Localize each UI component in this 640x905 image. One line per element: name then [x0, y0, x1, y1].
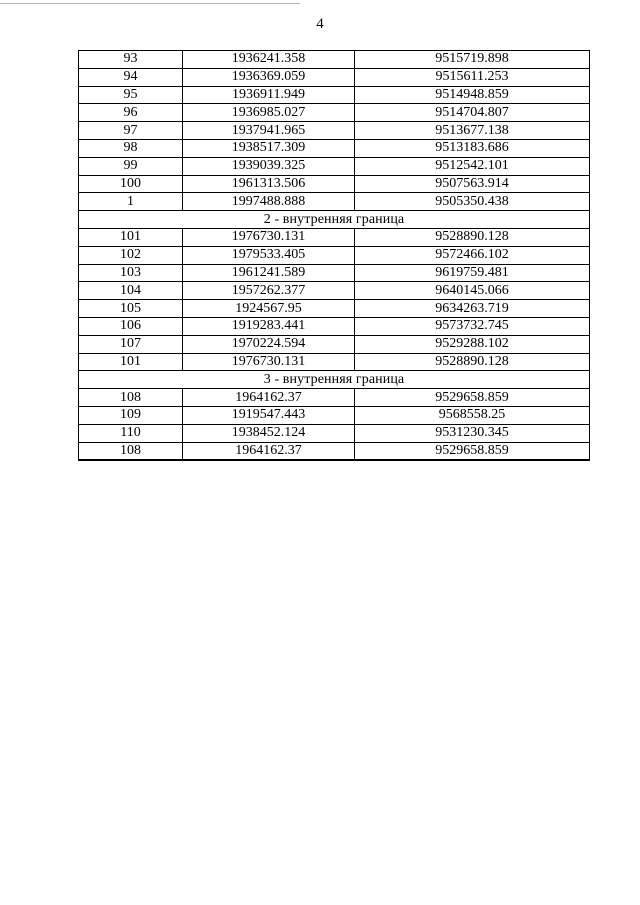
x-coordinate-cell: 1938517.309 [183, 139, 355, 157]
y-coordinate-cell: 9515611.253 [355, 68, 590, 86]
x-coordinate-cell: 1976730.131 [183, 353, 355, 371]
table-row [79, 122, 590, 140]
coordinates-table-body [79, 51, 590, 461]
x-coordinate-cell: 1938452.124 [183, 424, 355, 442]
point-number-cell: 96 [79, 104, 183, 122]
point-number-cell: 101 [79, 353, 183, 371]
point-number-cell: 102 [79, 246, 183, 264]
table-row [79, 51, 590, 69]
y-coordinate-cell: 9568558.25 [355, 406, 590, 424]
point-number-cell: 107 [79, 335, 183, 353]
point-number-cell: 108 [79, 389, 183, 407]
section-label: 3 - внутренняя граница [79, 371, 590, 389]
top-rule [0, 3, 300, 4]
table-row [79, 68, 590, 86]
coordinates-table [78, 50, 590, 461]
x-coordinate-cell: 1979533.405 [183, 246, 355, 264]
section-row [79, 211, 590, 229]
y-coordinate-cell: 9514704.807 [355, 104, 590, 122]
table-row [79, 175, 590, 193]
table-row [79, 353, 590, 371]
x-coordinate-cell: 1936241.358 [183, 51, 355, 69]
point-number-cell: 101 [79, 228, 183, 246]
point-number-cell: 110 [79, 424, 183, 442]
point-number-cell: 104 [79, 282, 183, 300]
x-coordinate-cell: 1936911.949 [183, 86, 355, 104]
table-row [79, 193, 590, 211]
section-row [79, 371, 590, 389]
point-number-cell: 94 [79, 68, 183, 86]
point-number-cell: 99 [79, 157, 183, 175]
x-coordinate-cell: 1964162.37 [183, 389, 355, 407]
x-coordinate-cell: 1961313.506 [183, 175, 355, 193]
y-coordinate-cell: 9507563.914 [355, 175, 590, 193]
section-label: 2 - внутренняя граница [79, 211, 590, 229]
point-number-cell: 1 [79, 193, 183, 211]
point-number-cell: 108 [79, 442, 183, 460]
table-row [79, 86, 590, 104]
x-coordinate-cell: 1937941.965 [183, 122, 355, 140]
point-number-cell: 97 [79, 122, 183, 140]
table-row [79, 389, 590, 407]
y-coordinate-cell: 9529658.859 [355, 389, 590, 407]
x-coordinate-cell: 1997488.888 [183, 193, 355, 211]
table-row [79, 424, 590, 442]
table-row [79, 317, 590, 335]
x-coordinate-cell: 1924567.95 [183, 300, 355, 318]
x-coordinate-cell: 1919547.443 [183, 406, 355, 424]
page-number: 4 [316, 16, 324, 32]
table-row [79, 264, 590, 282]
x-coordinate-cell: 1970224.594 [183, 335, 355, 353]
y-coordinate-cell: 9528890.128 [355, 228, 590, 246]
y-coordinate-cell: 9572466.102 [355, 246, 590, 264]
x-coordinate-cell: 1939039.325 [183, 157, 355, 175]
point-number-cell: 103 [79, 264, 183, 282]
x-coordinate-cell: 1919283.441 [183, 317, 355, 335]
point-number-cell: 93 [79, 51, 183, 69]
y-coordinate-cell: 9529288.102 [355, 335, 590, 353]
y-coordinate-cell: 9529658.859 [355, 442, 590, 460]
table-row [79, 442, 590, 460]
point-number-cell: 98 [79, 139, 183, 157]
point-number-cell: 100 [79, 175, 183, 193]
table-row [79, 157, 590, 175]
table-row [79, 300, 590, 318]
x-coordinate-cell: 1964162.37 [183, 442, 355, 460]
x-coordinate-cell: 1957262.377 [183, 282, 355, 300]
y-coordinate-cell: 9640145.066 [355, 282, 590, 300]
y-coordinate-cell: 9619759.481 [355, 264, 590, 282]
point-number-cell: 106 [79, 317, 183, 335]
table-row [79, 139, 590, 157]
table-row [79, 228, 590, 246]
point-number-cell: 95 [79, 86, 183, 104]
y-coordinate-cell: 9513677.138 [355, 122, 590, 140]
table-row [79, 406, 590, 424]
point-number-cell: 105 [79, 300, 183, 318]
y-coordinate-cell: 9512542.101 [355, 157, 590, 175]
y-coordinate-cell: 9528890.128 [355, 353, 590, 371]
table-row [79, 104, 590, 122]
table-row [79, 282, 590, 300]
y-coordinate-cell: 9531230.345 [355, 424, 590, 442]
y-coordinate-cell: 9513183.686 [355, 139, 590, 157]
y-coordinate-cell: 9515719.898 [355, 51, 590, 69]
x-coordinate-cell: 1936985.027 [183, 104, 355, 122]
table-row [79, 246, 590, 264]
y-coordinate-cell: 9505350.438 [355, 193, 590, 211]
y-coordinate-cell: 9514948.859 [355, 86, 590, 104]
table-row [79, 335, 590, 353]
point-number-cell: 109 [79, 406, 183, 424]
x-coordinate-cell: 1936369.059 [183, 68, 355, 86]
y-coordinate-cell: 9573732.745 [355, 317, 590, 335]
y-coordinate-cell: 9634263.719 [355, 300, 590, 318]
x-coordinate-cell: 1976730.131 [183, 228, 355, 246]
x-coordinate-cell: 1961241.589 [183, 264, 355, 282]
